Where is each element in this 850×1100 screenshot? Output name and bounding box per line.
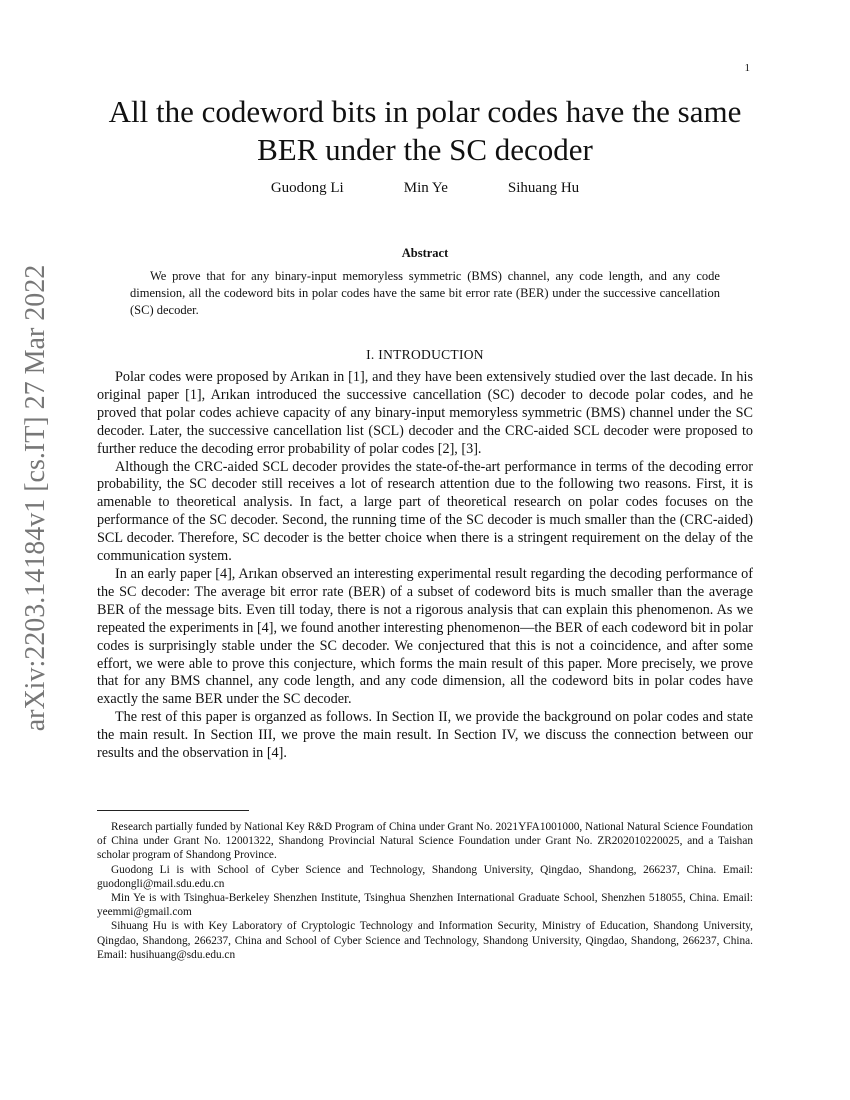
author-name: Min Ye	[403, 180, 448, 196]
body-paragraph: The rest of this paper is organzed as follows. In Section II, we provide the background on polar codes and state the main result. In Section III, we prove the main result. In Section IV, we discuss the connection between our results and the observation in [4].	[97, 709, 753, 762]
author-list	[100, 180, 750, 197]
section-heading: I. INTRODUCTION	[366, 347, 484, 362]
abstract-text: We prove that for any binary-input memoryless symmetric (BMS) channel, any code length, and any code dimension, all the codeword bits in polar codes have the same bit error rate (BER) under the successive cancellation (SC) decoder.	[130, 269, 720, 317]
author-name: Sihuang Hu	[507, 180, 580, 196]
page-number: 1	[744, 62, 750, 74]
author-name: Guodong Li	[270, 180, 344, 196]
footnote-divider	[97, 810, 249, 811]
footnote-funding: Research partially funded by National Key R&D Program of China under Grant No. 2021YFA1001000, National Natural Science Foundation of China under Grant No. 12001322, Shandong Provincial Natural Science Foundation under Grant No. ZR202010220025, and a Taishan scholar program of Shandong Province.	[97, 821, 753, 862]
body-paragraph: Polar codes were proposed by Arıkan in [1], and they have been extensively studied over the last decade. In his original paper [1], Arıkan introduced the successive cancellation (SC) decoder to decode polar codes, and he proved that polar codes achieve capacity of any binary-input memoryless symmetric (BMS) channel under the SC decoder. Later, the successive cancellation list (SCL) decoder and the CRC-aided SCL decoder were proposed to further reduce the decoding error probability of polar codes [2], [3].	[97, 369, 753, 457]
paper-title: All the codeword bits in polar codes have the same BER under the SC decoder	[108, 94, 742, 167]
abstract-heading: Abstract	[401, 246, 449, 260]
footnote-affiliation: Sihuang Hu is with Key Laboratory of Cryptologic Technology and Information Security, Ministry of Education, Shandong University, Qingdao, Shandong, 266237, China and School of Cyber Science and Technology, Shandong University, Qingdao, Shandong, 266237, China. Email: husihuang@sdu.edu.cn	[97, 920, 753, 961]
footnote-affiliation: Min Ye is with Tsinghua-Berkeley Shenzhen Institute, Tsinghua Shenzhen International Graduate School, Shenzhen 518055, China. Email: yeemmi@gmail.com	[97, 892, 753, 919]
footnotes	[97, 820, 753, 962]
body-paragraph: Although the CRC-aided SCL decoder provides the state-of-the-art performance in terms of the decoding error probability, the SC decoder still receives a lot of research attention due to the following two reasons. First, it is amenable to theoretical analysis. In fact, a large part of theoretical research on polar codes focuses on the performance of the SC decoder. Second, the running time of the SC decoder is much smaller than the (CRC-aided) SCL decoder. Therefore, SC decoder is the better choice when there is a stringent requirement on the delay of the communication system.	[97, 458, 753, 565]
footnote-affiliation: Guodong Li is with School of Cyber Science and Technology, Shandong University, Qingdao, Shandong, 266237, China. Email: guodongli@mail.sdu.edu.cn	[97, 863, 753, 890]
body-paragraph: In an early paper [4], Arıkan observed an interesting experimental result regarding the decoding performance of the SC decoder: The average bit error rate (BER) of a subset of codeword bits is much smaller than the average BER of the message bits. Even till today, there is not a rigorous analysis that can explain this phenomenon. As we repeated the experiments in [4], we found another interesting phenomenon—the BER of each codeword bit in polar codes is surprisingly stable under the SC decoder. We conjectured that this is not a coincidence, and after some effort, we were able to prove this conjecture, which forms the main result of this paper. More precisely, we prove that for any BMS channel, any code length, and any code dimension, all the codeword bits in polar codes have exactly the same BER under the SC decoder.	[97, 565, 753, 708]
arxiv-identifier-stamp: arXiv:2203.14184v1 [cs.IT] 27 Mar 2022	[20, 264, 51, 732]
introduction-body	[97, 369, 753, 763]
